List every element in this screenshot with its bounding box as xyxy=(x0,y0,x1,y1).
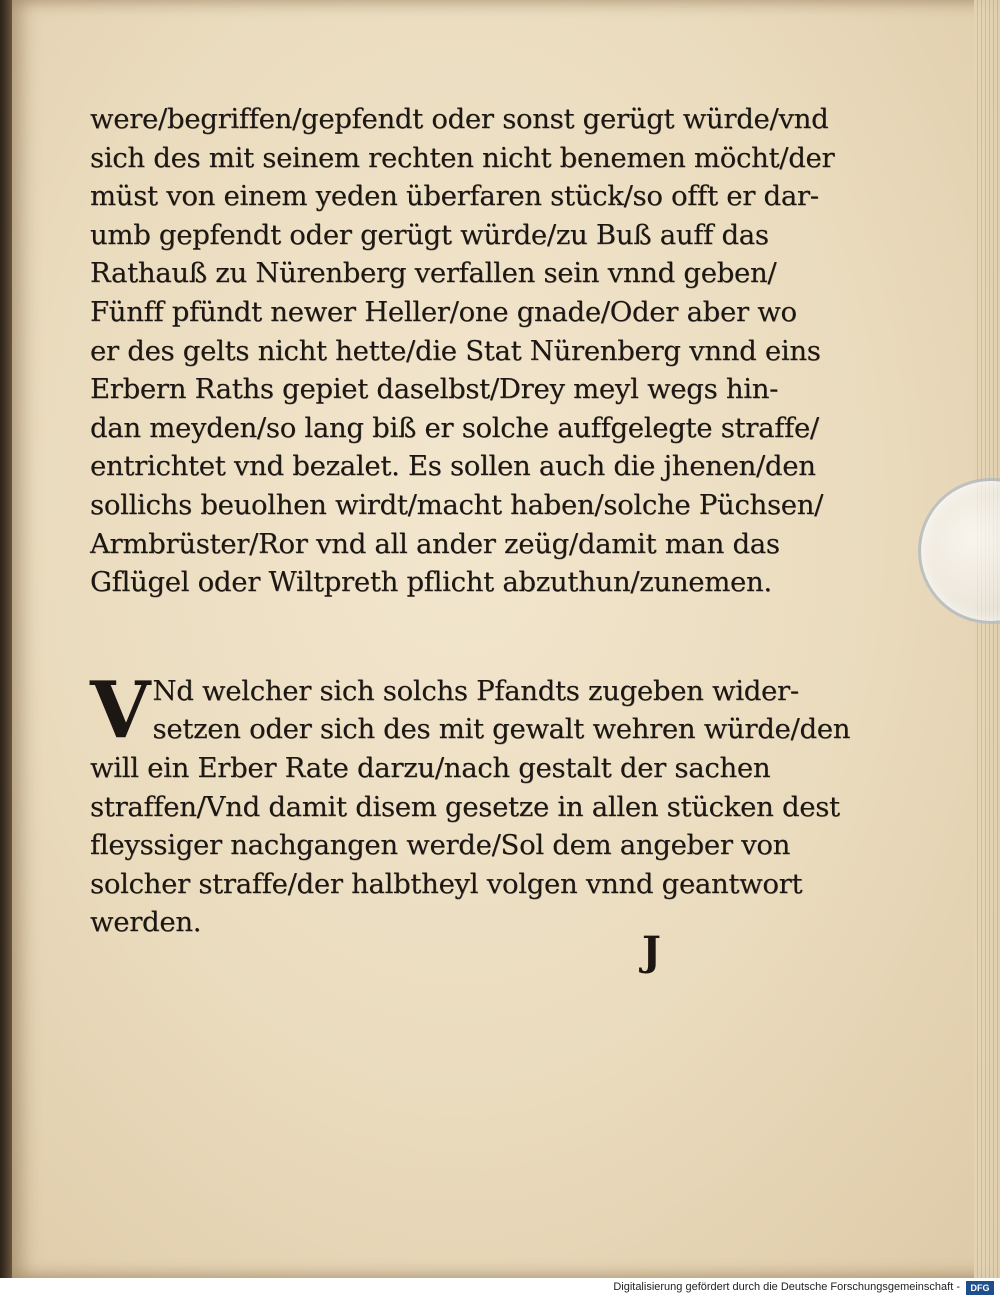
text-line: Gflügel oder Wiltpreth pflicht abzuthun/zunemen. xyxy=(90,566,772,599)
text-line: Rathauß zu Nürenberg verfallen sein vnnd geben/ xyxy=(90,257,777,290)
text-line: sollichs beuolhen wirdt/macht haben/solche Püchsen/ xyxy=(90,488,824,521)
paragraph-1 xyxy=(90,100,835,602)
page-stack-edges xyxy=(974,0,1000,1278)
text-line: sich des mit seinem rechten nicht benemen möcht/der xyxy=(90,141,835,174)
text-line: will ein Erber Rate darzu/nach gestalt der sachen xyxy=(90,751,771,784)
text-line: were/begriffen/gepfendt oder sonst gerügt würde/vnd xyxy=(90,103,829,135)
text-line: Nd welcher sich solchs Pfandts zugeben wider- xyxy=(152,674,799,707)
text-line: werden. xyxy=(90,906,202,939)
text-line: solcher straffe/der halbtheyl volgen vnnd geantwort xyxy=(90,867,803,900)
text-line: Erbern Raths gepiet daselbst/Drey meyl wegs hin- xyxy=(90,373,779,406)
text-line: straffen/Vnd damit disem gesetze in allen stücken dest xyxy=(90,790,840,823)
text-line: Armbrüster/Ror vnd all ander zeüg/damit man das xyxy=(90,527,780,560)
dfg-logo: DFG xyxy=(966,1281,994,1295)
text-line: dan meyden/so lang biß er solche auffgelegte straffe/ xyxy=(90,411,819,444)
text-line: entrichtet vnd bezalet. Es sollen auch die jhenen/den xyxy=(90,450,816,483)
footer-bar xyxy=(0,1278,1000,1298)
paragraph-2 xyxy=(90,664,851,942)
catchword: J xyxy=(642,928,661,975)
text-line: umb gepfendt oder gerügt würde/zu Buß auff das xyxy=(90,218,769,251)
text-line: fleyssiger nachgangen werde/Sol dem angeber von xyxy=(90,829,791,862)
previous-page-edge xyxy=(0,0,12,1278)
funding-notice: Digitalisierung gefördert durch die Deutsche Forschungsgemeinschaft - xyxy=(613,1281,960,1293)
text-line: müst von einem yeden überfaren stück/so offt er dar- xyxy=(90,180,819,213)
page-text xyxy=(90,100,851,942)
decorated-initial: V xyxy=(90,664,151,756)
text-line: Fünff pfündt newer Heller/one gnade/Oder aber wo xyxy=(90,295,797,328)
text-line: er des gelts nicht hette/die Stat Nürenberg vnnd eins xyxy=(90,334,821,367)
text-line: setzen oder sich des mit gewalt wehren würde/den xyxy=(152,713,851,746)
